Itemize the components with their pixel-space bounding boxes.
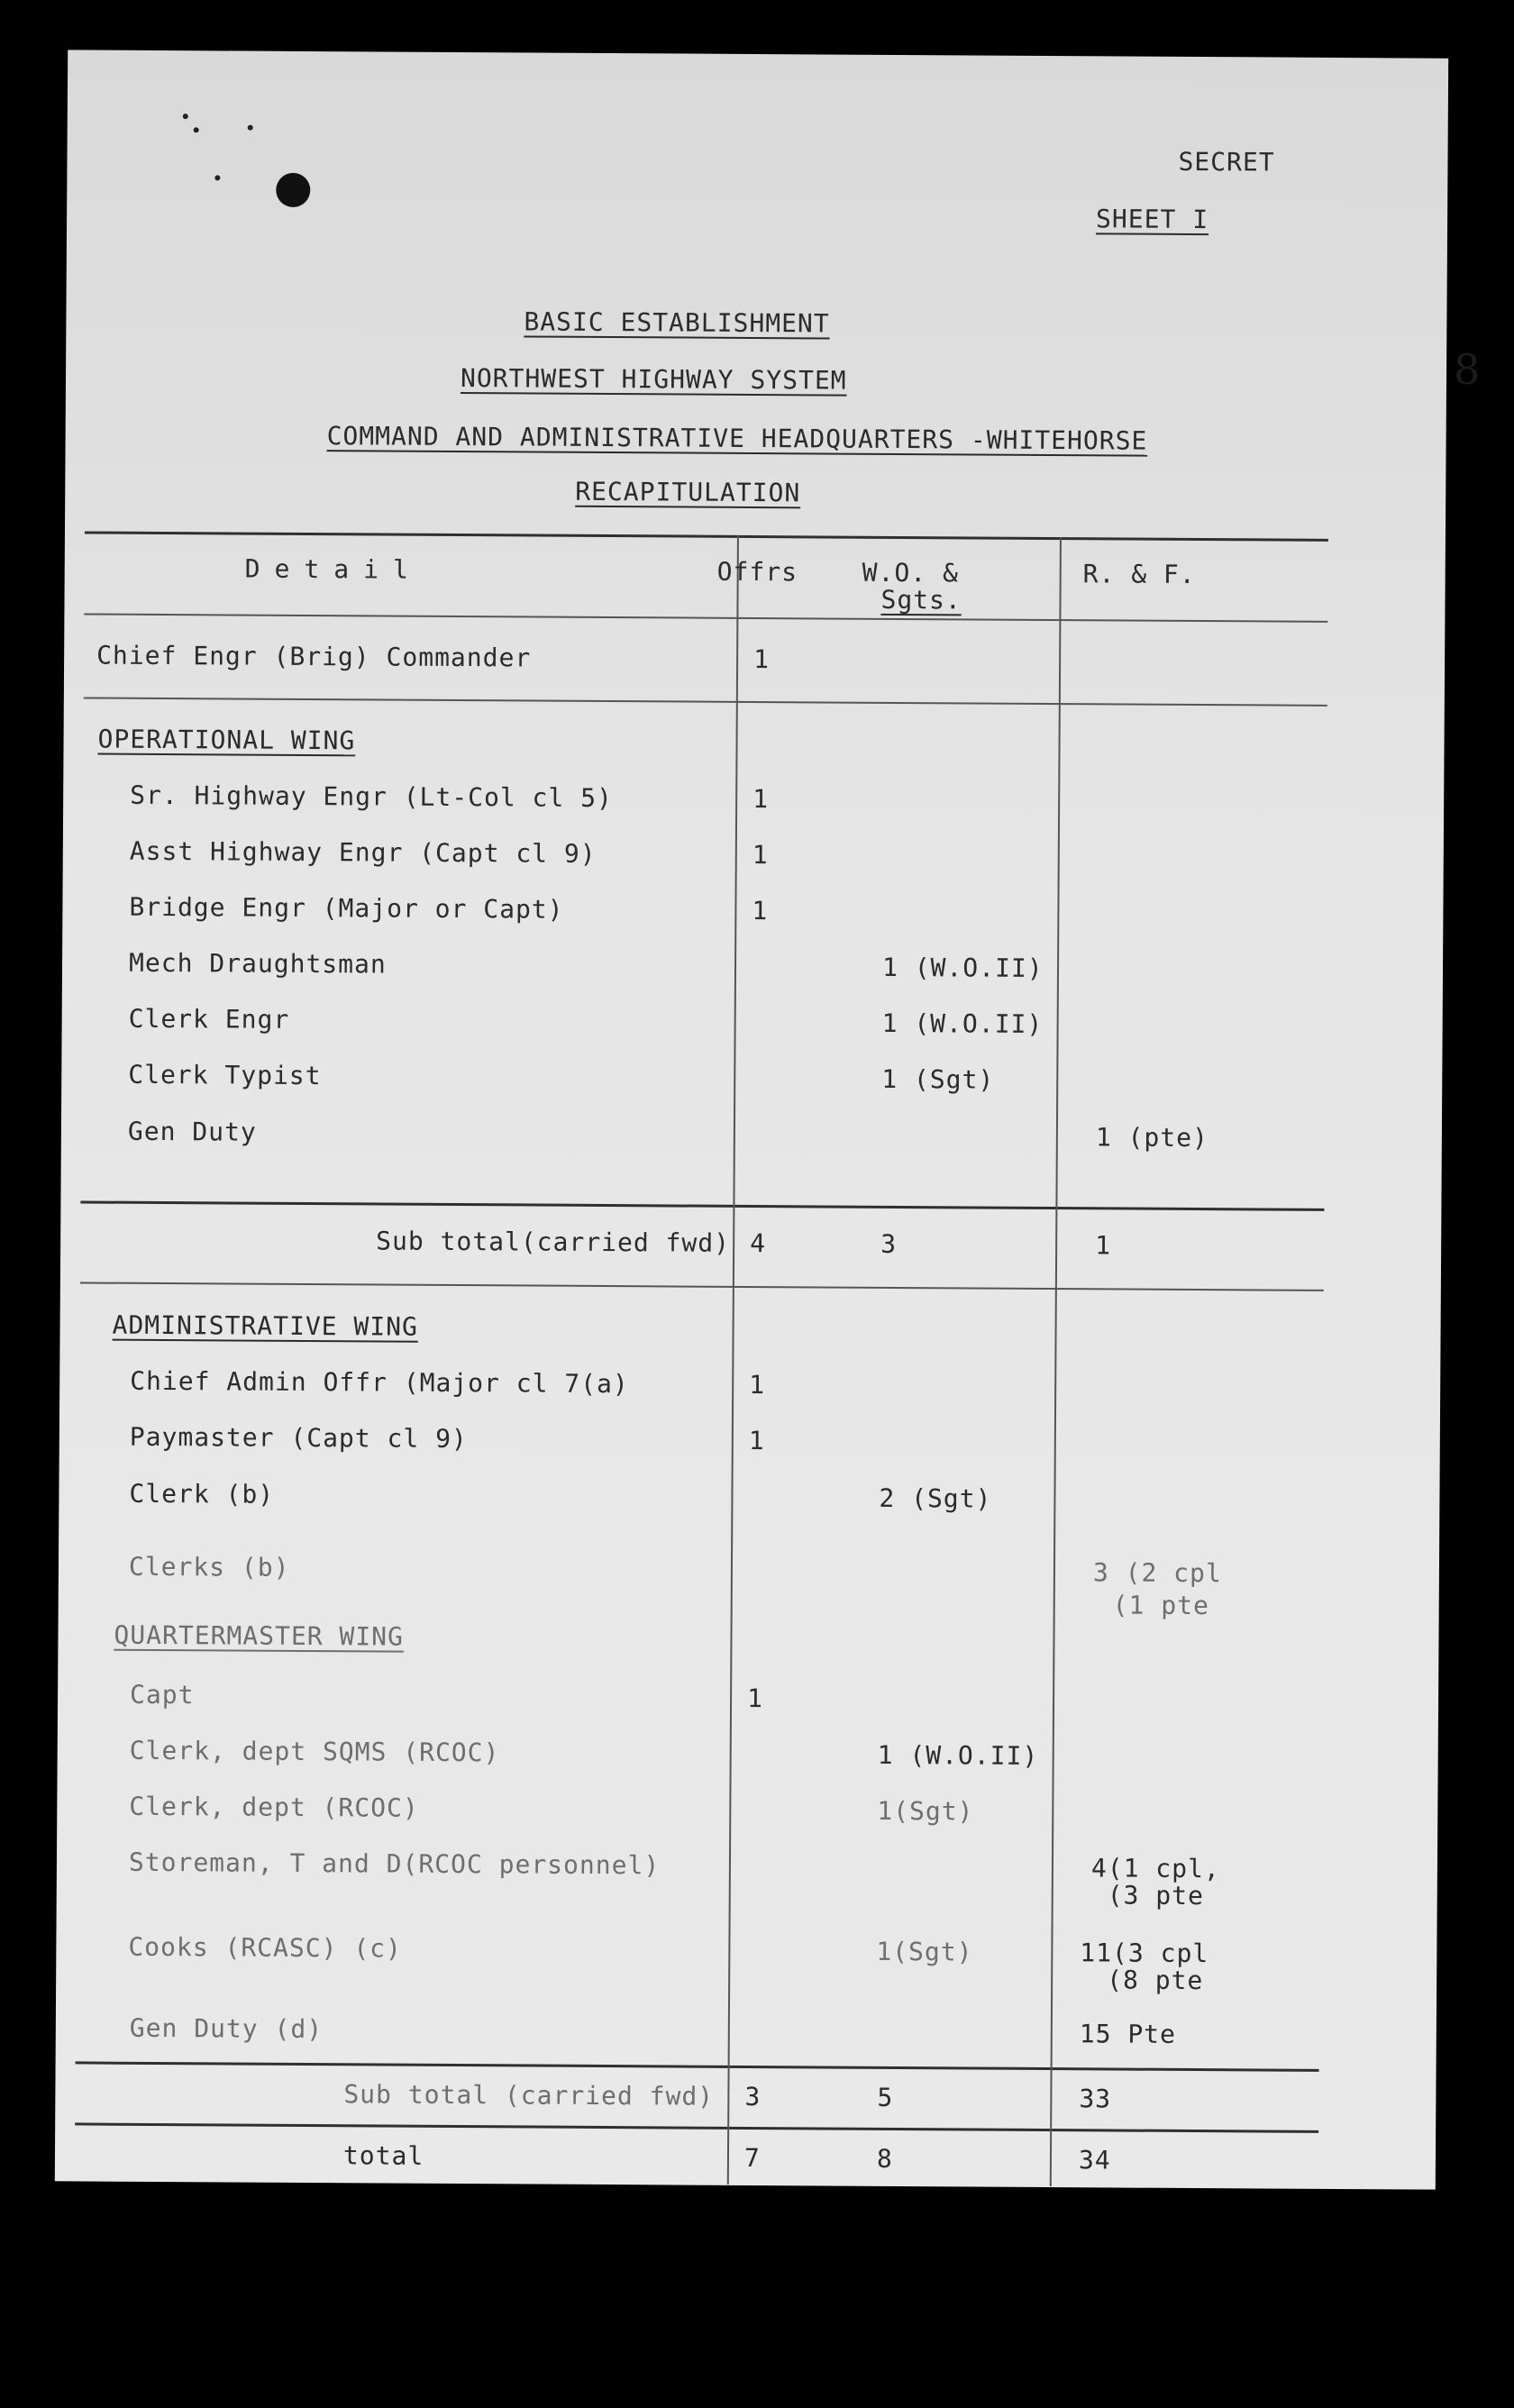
subtotal1-label: Sub total(carried fwd) [376, 1226, 731, 1258]
row-detail: Chief Admin Offr (Major cl 7(a) [130, 1365, 629, 1400]
col-header-rf: R. & F. [1082, 559, 1196, 589]
quartermaster-wing-heading: QUARTERMASTER WING [114, 1619, 405, 1652]
row-detail: Clerk Typist [128, 1059, 322, 1091]
title-basic-establishment: BASIC ESTABLISHMENT [524, 306, 830, 339]
row-detail: Asst Highway Engr (Capt cl 9) [129, 835, 597, 869]
table-top-rule [85, 531, 1328, 541]
commander-rule [84, 697, 1327, 706]
row-detail: Clerks (b) [128, 1551, 290, 1583]
subtotal2-top-rule [76, 2061, 1319, 2071]
subtotal1-offrs: 4 [750, 1227, 767, 1259]
row-rf: 15 Pte [1079, 2019, 1177, 2049]
row-detail: Paymaster (Capt cl 9) [129, 1421, 468, 1455]
header-rule [84, 613, 1327, 622]
subtotal1-top-rule [80, 1200, 1324, 1210]
row-rf-2: (1 pte [1112, 1590, 1209, 1621]
row-wo: 1 (W.O.II) [881, 952, 1044, 983]
commander-detail: Chief Engr (Brig) Commander [96, 640, 532, 673]
speck [214, 175, 220, 180]
col-header-detail: Detail [244, 553, 423, 585]
subtotal2-wo: 5 [877, 2082, 894, 2112]
row-detail: Sr. Highway Engr (Lt-Col cl 5) [130, 780, 614, 814]
subtotal1-rf: 1 [1095, 1230, 1112, 1261]
commander-offrs: 1 [753, 644, 771, 675]
subtotal1-bottom-rule [80, 1282, 1324, 1291]
speck [183, 114, 188, 119]
title-command-hq: COMMAND AND ADMINISTRATIVE HEADQUARTERS -WHITEHORSE [326, 421, 1148, 456]
row-rf: 11(3 cpl [1080, 1938, 1209, 1969]
total-top-rule [75, 2122, 1318, 2132]
col-divider-offrs [727, 535, 739, 2185]
row-detail: Mech Draughtsman [128, 947, 387, 980]
row-wo: 2 (Sgt) [879, 1482, 992, 1514]
document-page [55, 50, 1481, 2189]
row-wo: 1(Sgt) [877, 1795, 974, 1827]
operational-wing-heading: OPERATIONAL WING [97, 724, 356, 756]
row-detail: Storeman, T and D(RCOC personnel) [128, 1847, 661, 1881]
classification-label: SECRET [1178, 146, 1275, 178]
row-offrs: 1 [749, 1369, 766, 1400]
total-label: total [342, 2140, 424, 2171]
subtotal2-label: Sub total (carried fwd) [343, 2079, 715, 2112]
title-recapitulation: RECAPITULATION [575, 476, 801, 508]
subtotal2-offrs: 3 [744, 2081, 762, 2112]
row-detail: Gen Duty [127, 1116, 257, 1147]
row-offrs: 1 [752, 895, 769, 926]
row-detail: Bridge Engr (Major or Capt) [129, 891, 564, 925]
row-offrs: 1 [748, 1425, 765, 1456]
row-wo: 1 (Sgt) [881, 1063, 995, 1095]
col-header-wo-1: W.O. & [862, 557, 959, 588]
row-offrs: 1 [746, 1683, 764, 1714]
row-detail: Clerk, dept SQMS (RCOC) [129, 1735, 500, 1768]
row-detail: Cooks (RCASC) (c) [128, 1931, 403, 1964]
administrative-wing-heading: ADMINISTRATIVE WING [112, 1309, 418, 1342]
row-offrs: 1 [752, 839, 769, 871]
row-detail: Gen Duty (d) [129, 2012, 324, 2045]
total-offrs: 7 [743, 2142, 761, 2174]
row-wo: 1(Sgt) [876, 1936, 973, 1967]
sheet-label: SHEET I [1096, 204, 1209, 235]
row-rf-2: (8 pte [1107, 1965, 1204, 1996]
row-wo: 1 (W.O.II) [881, 1008, 1044, 1039]
subtotal1-wo: 3 [880, 1228, 898, 1259]
total-rf: 34 [1078, 2145, 1111, 2175]
subtotal2-rf: 33 [1079, 2084, 1112, 2114]
col-header-wo-2: Sgts. [880, 584, 962, 616]
col-divider-rf [1050, 537, 1062, 2186]
speck [194, 127, 199, 132]
page-number: 8 [1453, 344, 1481, 394]
title-northwest-highway: NORTHWEST HIGHWAY SYSTEM [460, 363, 847, 396]
col-header-offrs: Offrs [716, 556, 798, 588]
row-detail: Capt [129, 1679, 195, 1710]
row-rf: 1 (pte) [1095, 1122, 1209, 1154]
row-rf-2: (3 pte [1107, 1880, 1205, 1911]
row-rf: 4(1 cpl, [1090, 1853, 1220, 1884]
speck [248, 125, 253, 131]
total-wo: 8 [876, 2143, 893, 2174]
row-detail: Clerk Engr [128, 1003, 290, 1035]
row-wo: 1 (W.O.II) [877, 1739, 1039, 1771]
row-detail: Clerk, dept (RCOC) [129, 1791, 419, 1823]
row-rf: 3 (2 cpl [1092, 1557, 1222, 1589]
punch-hole [276, 173, 310, 207]
row-offrs: 1 [752, 784, 770, 815]
row-detail: Clerk (b) [129, 1478, 275, 1510]
